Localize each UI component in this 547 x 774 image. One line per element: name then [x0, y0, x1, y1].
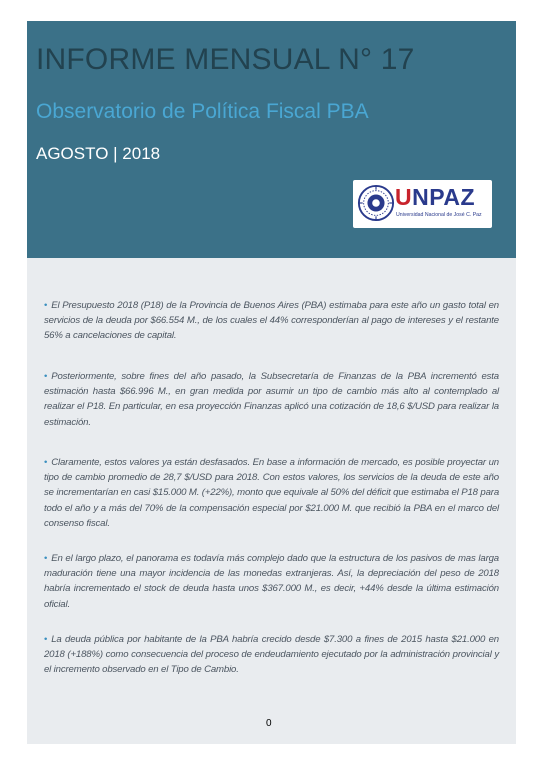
- paragraph-text: Posteriormente, sobre fines del año pasado, la Subsecretaría de Finanzas de la PBA incrementó esta estimación hasta $66.996 M., en gran medida por asumir un tipo de cambio más alto al contemplado al realizar el P18. En particular, en esa proyección Finanzas aplicó una cotización de 18,6 $/USD para realizar la estimación.: [44, 371, 499, 428]
- page-number: 0: [266, 718, 272, 729]
- bullet-paragraph-2: [44, 369, 499, 430]
- bullet-paragraph-5: [44, 632, 499, 678]
- logo-caption: Universidad Nacional de José C. Paz: [396, 212, 482, 218]
- report-date: AGOSTO | 2018: [36, 144, 161, 163]
- university-seal-icon: [357, 184, 395, 222]
- report-title: INFORME MENSUAL N° 17: [36, 43, 415, 76]
- bullet-paragraph-4: [44, 551, 499, 612]
- bullet-paragraph-3: [44, 455, 499, 531]
- report-subtitle: Observatorio de Política Fiscal PBA: [36, 100, 369, 123]
- logo-wordmark: UNPAZ: [395, 184, 476, 210]
- bullet-paragraph-1: [44, 298, 499, 344]
- paragraph-text: La deuda pública por habitante de la PBA habría crecido desde $7.300 a fines de 2015 hasta $21.000 en 2018 (+188%) como consecuencia del proceso de endeudamiento ejecutado por la administración provincial y el incremento observado en el Tipo de Cambio.: [44, 634, 499, 676]
- bullet-icon: •: [44, 634, 48, 645]
- paragraph-text: Claramente, estos valores ya están desfasados. En base a información de mercado, es posible proyectar un tipo de cambio promedio de 28,7 $/USD para 2018. Con estos valores, los servicios de la deuda de este año se incrementarían en casi $15.000 M. (+22%), monto que equivale al 50% del déficit que estimaba el P18 para todo el año y a más del 70% de la compensación especial por $21.000 M. que recibió la PBA en el marco del consenso fiscal.: [44, 457, 499, 529]
- paragraph-text: El Presupuesto 2018 (P18) de la Provincia de Buenos Aires (PBA) estimaba para este año un gasto total en servicios de la deuda por $66.554 M., de los cuales el 44% corresponderían al pago de intereses y el restante 56% a cancelaciones de capital.: [44, 300, 499, 342]
- bullet-icon: •: [44, 300, 48, 311]
- bullet-icon: •: [44, 457, 48, 468]
- bullet-icon: •: [44, 371, 48, 382]
- unpaz-logo: [353, 180, 492, 228]
- paragraph-text: En el largo plazo, el panorama es todavía más complejo dado que la estructura de los pasivos de mas larga maduración tiene una mayor incidencia de las monedas extranjeras. Así, la depreciación del peso de 2018 habría incrementado el stock de deuda hasta unos $367.000 M., es decir, +44% desde la última estimación oficial.: [44, 553, 499, 610]
- report-page: [27, 21, 516, 744]
- report-header: [27, 21, 516, 258]
- bullet-icon: •: [44, 553, 48, 564]
